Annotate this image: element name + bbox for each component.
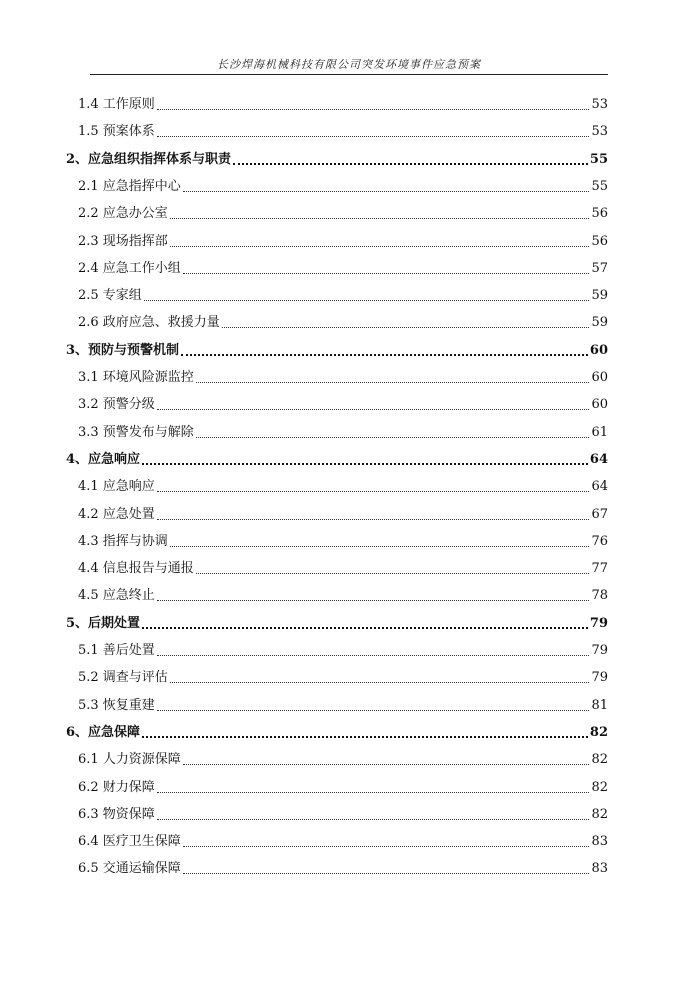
toc-section-entry[interactable]	[78, 287, 608, 305]
toc-entry-label: 1.5 预案体系	[78, 124, 155, 140]
toc-page-number: 83	[591, 834, 608, 850]
toc-dot-leader	[183, 846, 590, 847]
toc-section-entry[interactable]	[78, 779, 608, 797]
toc-entry-label: 2.3 现场指挥部	[78, 233, 168, 249]
toc-page-number: 79	[589, 615, 608, 631]
toc-entry-label: 5、后期处置	[66, 615, 141, 631]
toc-section-entry[interactable]	[78, 478, 608, 496]
toc-entry-label: 5.1 善后处置	[78, 643, 155, 658]
toc-page-number: 56	[591, 206, 608, 222]
toc-page-number: 57	[591, 260, 608, 276]
toc-page-number: 82	[591, 779, 608, 795]
toc-page-number: 82	[591, 806, 608, 822]
toc-entry-label: 2.4 应急工作小组	[78, 260, 181, 276]
toc-section-entry[interactable]	[78, 369, 608, 387]
toc-dot-leader	[157, 491, 590, 492]
toc-page-number: 79	[591, 643, 608, 658]
toc-entry-label: 6.2 财力保障	[78, 779, 155, 795]
toc-section-entry[interactable]	[78, 806, 608, 824]
toc-section-entry[interactable]	[78, 233, 608, 251]
toc-page-number: 59	[591, 315, 608, 331]
toc-section-entry[interactable]	[78, 587, 608, 605]
toc-dot-leader	[170, 246, 590, 247]
toc-dot-leader	[170, 546, 590, 547]
toc-section-entry[interactable]	[78, 533, 608, 551]
toc-section-entry[interactable]	[78, 833, 608, 851]
toc-chapter-entry[interactable]	[66, 151, 608, 169]
toc-chapter-entry[interactable]	[66, 342, 608, 360]
toc-entry-label: 3.3 预警发布与解除	[78, 424, 194, 440]
toc-entry-label: 4.3 指挥与协调	[78, 533, 168, 549]
toc-dot-leader	[142, 627, 588, 629]
header-divider	[90, 74, 608, 75]
toc-dot-leader	[157, 109, 590, 110]
toc-chapter-entry[interactable]	[66, 724, 608, 742]
toc-dot-leader	[183, 764, 590, 765]
toc-page-number: 77	[591, 561, 608, 577]
toc-page-number: 76	[591, 533, 608, 549]
toc-dot-leader	[196, 573, 590, 574]
toc-dot-leader	[157, 819, 590, 820]
toc-dot-leader	[157, 792, 590, 793]
toc-section-entry[interactable]	[78, 205, 608, 223]
toc-entry-label: 3、预防与预警机制	[66, 342, 180, 358]
toc-page-number: 61	[591, 424, 608, 440]
toc-page-number: 56	[591, 233, 608, 249]
toc-chapter-entry[interactable]	[66, 615, 608, 633]
toc-dot-leader	[170, 218, 590, 219]
toc-section-entry[interactable]	[78, 669, 608, 687]
toc-entry-label: 2、应急组织指挥体系与职责	[66, 151, 232, 167]
toc-page-number: 82	[589, 724, 608, 740]
toc-entry-label: 2.5 专家组	[78, 288, 142, 304]
toc-dot-leader	[157, 519, 590, 520]
toc-entry-label: 6.5 交通运输保障	[78, 861, 181, 877]
toc-entry-label: 3.2 预警分级	[78, 397, 155, 413]
toc-dot-leader	[157, 655, 590, 656]
toc-section-entry[interactable]	[78, 123, 608, 141]
toc-page-number: 53	[591, 124, 608, 140]
toc-page-number: 55	[591, 178, 608, 194]
toc-entry-label: 2.1 应急指挥中心	[78, 178, 181, 194]
toc-dot-leader	[233, 163, 588, 165]
toc-entry-label: 4.2 应急处置	[78, 506, 155, 522]
toc-page-number: 82	[591, 752, 608, 768]
toc-chapter-entry[interactable]	[66, 451, 608, 469]
toc-dot-leader	[142, 736, 588, 738]
toc-page-number: 55	[589, 151, 608, 167]
toc-dot-leader	[183, 191, 590, 192]
toc-section-entry[interactable]	[78, 697, 608, 715]
toc-page-number: 53	[591, 97, 608, 112]
toc-section-entry[interactable]	[78, 178, 608, 196]
toc-page-number: 64	[591, 479, 608, 495]
page-header: 长沙焊海机械科技有限公司突发环境事件应急预案	[217, 58, 481, 71]
toc-entry-label: 1.4 工作原则	[78, 97, 155, 112]
toc-section-entry[interactable]	[78, 642, 608, 660]
toc-dot-leader	[222, 327, 590, 328]
toc-dot-leader	[181, 354, 588, 356]
toc-page-number: 59	[591, 288, 608, 304]
toc-dot-leader	[196, 382, 590, 383]
toc-dot-leader	[157, 136, 590, 137]
toc-section-entry[interactable]	[78, 396, 608, 414]
toc-entry-label: 6、应急保障	[66, 724, 141, 740]
toc-page-number: 60	[591, 370, 608, 385]
toc-page-number: 78	[591, 588, 608, 604]
toc-entry-label: 4.4 信息报告与通报	[78, 561, 194, 577]
toc-page-number: 60	[591, 397, 608, 413]
toc-page-number: 64	[589, 451, 608, 467]
toc-dot-leader	[183, 273, 590, 274]
toc-dot-leader	[144, 300, 590, 301]
toc-section-entry[interactable]	[78, 560, 608, 578]
toc-entry-label: 2.6 政府应急、救援力量	[78, 315, 220, 331]
toc-page-number: 79	[591, 670, 608, 686]
toc-entry-label: 5.2 调查与评估	[78, 670, 168, 686]
toc-section-entry[interactable]	[78, 751, 608, 769]
toc-dot-leader	[142, 463, 588, 465]
toc-page-number: 83	[591, 861, 608, 877]
toc-section-entry[interactable]	[78, 860, 608, 878]
toc-entry-label: 4.1 应急响应	[78, 479, 155, 495]
toc-dot-leader	[157, 710, 590, 711]
toc-section-entry[interactable]	[78, 506, 608, 524]
toc-dot-leader	[157, 600, 590, 601]
toc-entry-label: 5.3 恢复重建	[78, 697, 155, 713]
toc-entry-label: 4、应急响应	[66, 451, 141, 467]
toc-entry-label: 6.4 医疗卫生保障	[78, 834, 181, 850]
toc-entry-label: 3.1 环境风险源监控	[78, 370, 194, 385]
toc-entry-label: 4.5 应急终止	[78, 588, 155, 604]
toc-entry-label: 2.2 应急办公室	[78, 206, 168, 222]
toc-entry-label: 6.3 物资保障	[78, 806, 155, 822]
toc-section-entry[interactable]	[78, 260, 608, 278]
toc-dot-leader	[183, 873, 590, 874]
toc-section-entry[interactable]	[78, 314, 608, 332]
toc-page-number: 81	[591, 697, 608, 713]
toc-entry-label: 6.1 人力资源保障	[78, 752, 181, 768]
toc-dot-leader	[170, 682, 590, 683]
toc-section-entry[interactable]	[78, 424, 608, 442]
toc-section-entry[interactable]	[78, 96, 608, 114]
toc-page-number: 67	[591, 506, 608, 522]
toc-dot-leader	[196, 437, 590, 438]
toc-dot-leader	[157, 409, 590, 410]
toc-page-number: 60	[589, 342, 608, 358]
